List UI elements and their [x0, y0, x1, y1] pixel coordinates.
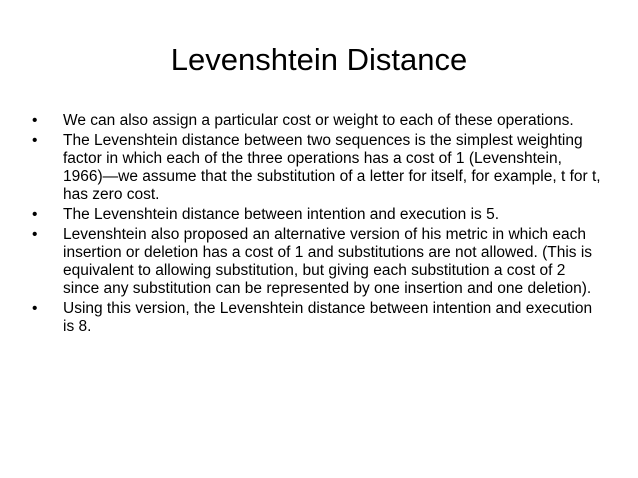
- slide-title: Levenshtein Distance: [170, 42, 468, 77]
- bullet-dot-icon: •: [32, 206, 38, 223]
- bullet-text: The Levenshtein distance between two sequences is the simplest weighting factor in which each of the three operations has a cost of 1 (Levenshtein, 1966)—we assume that the substitution of a letter for itself, for example, t for t, has zero cost.: [63, 132, 601, 203]
- bullet-text: We can also assign a particular cost or weight to each of these operations.: [63, 112, 574, 129]
- bullet-item: [32, 132, 602, 204]
- bullet-text: Levenshtein also proposed an alternative version of his metric in which each insertion or deletion has a cost of 1 and substitutions are not allowed. (This is equivalent to allowing substitution, but giving each substitution a cost of 2 since any substitution can be represented by one insertion and one deletion).: [63, 226, 593, 297]
- bullet-dot-icon: •: [32, 132, 38, 149]
- bullet-item: [32, 300, 602, 336]
- bullet-item: [32, 112, 602, 130]
- bullet-item: [32, 226, 602, 298]
- bullet-text: The Levenshtein distance between intention and execution is 5.: [63, 206, 500, 223]
- bullet-dot-icon: •: [32, 226, 38, 243]
- bullet-dot-icon: •: [32, 300, 38, 317]
- bullet-dot-icon: •: [32, 112, 38, 129]
- bullet-item: [32, 206, 602, 224]
- bullet-text: Using this version, the Levenshtein distance between intention and execution is 8.: [63, 300, 593, 335]
- bullet-list: [32, 112, 602, 338]
